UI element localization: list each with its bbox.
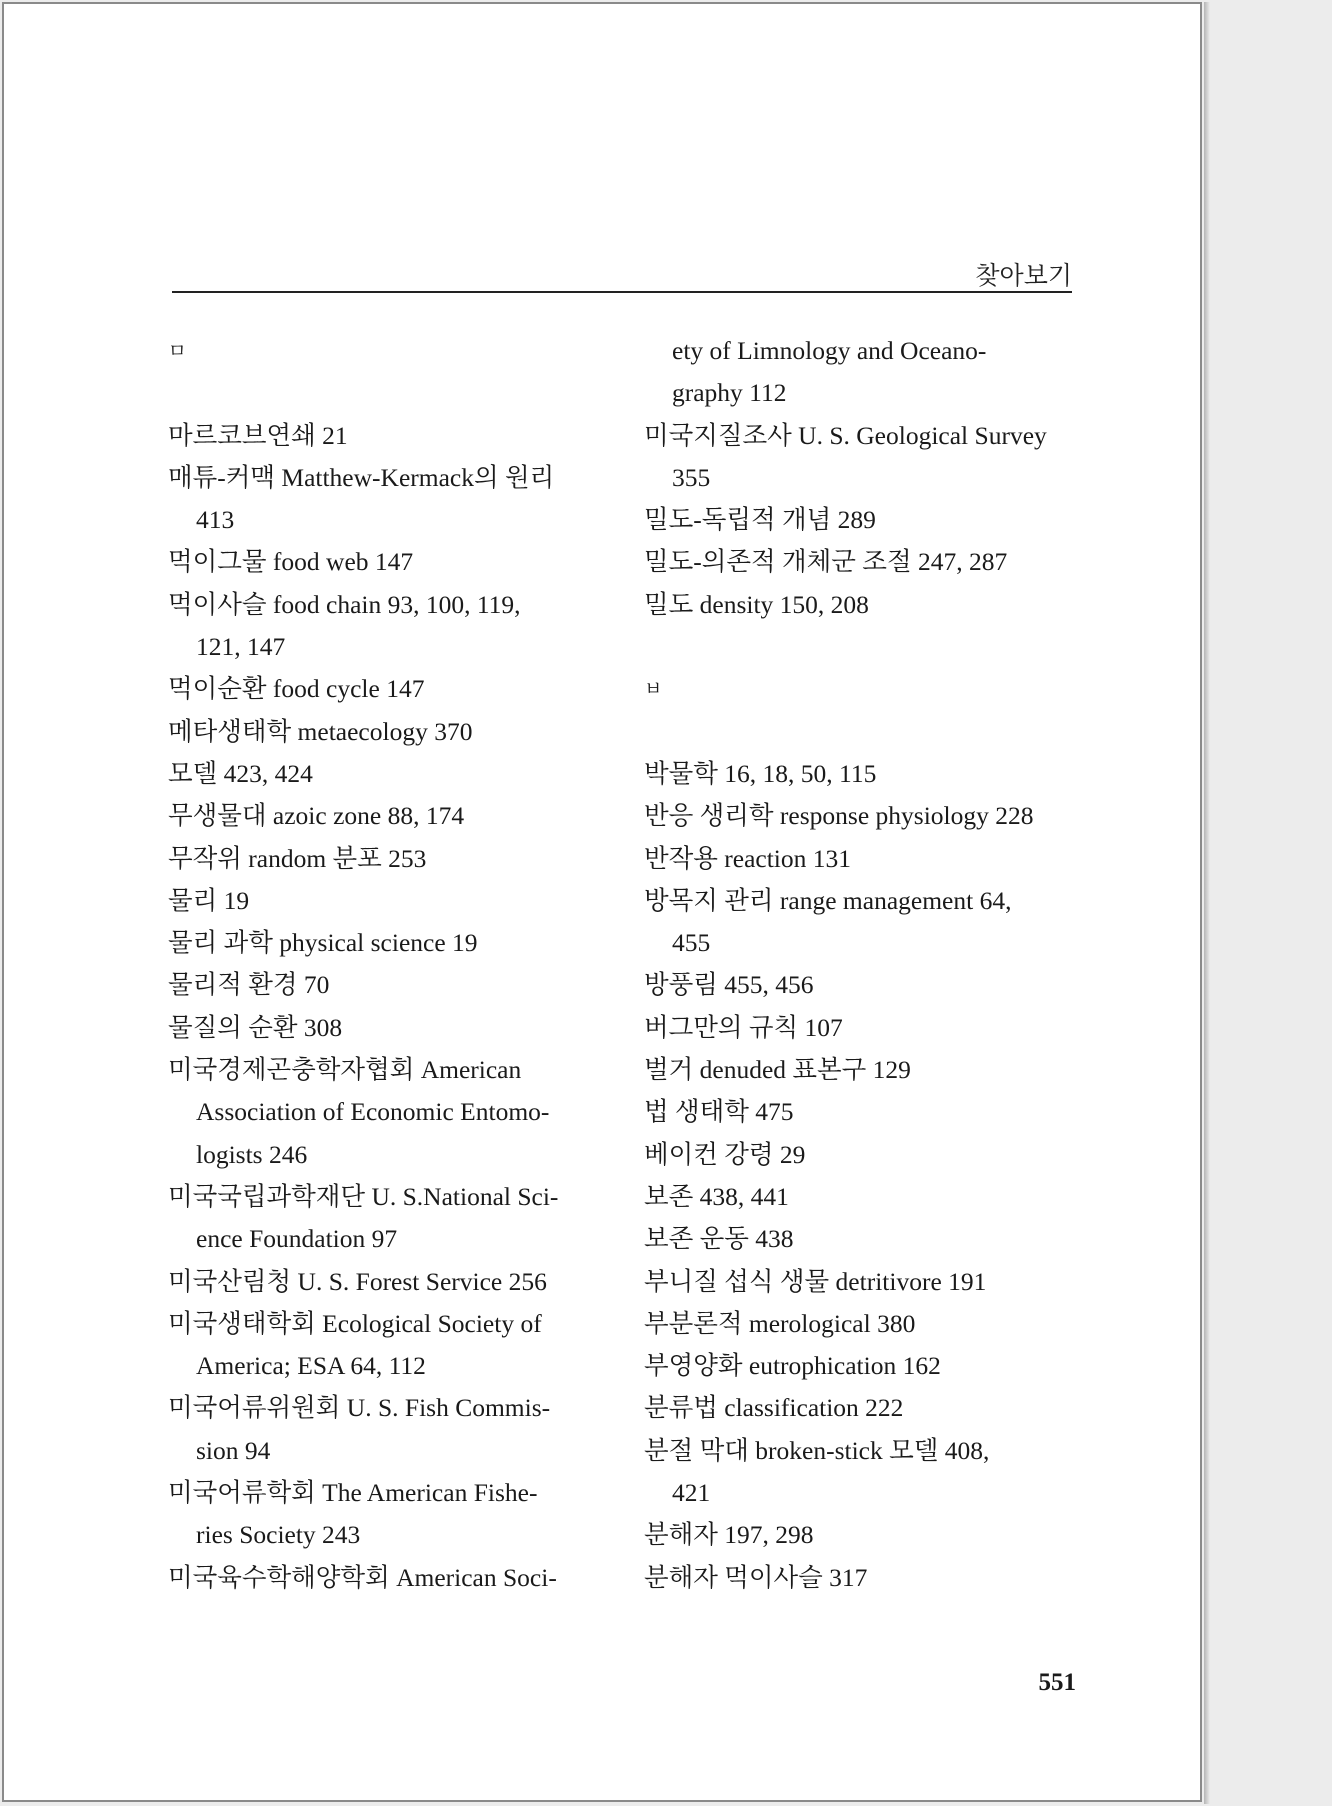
index-entry: 먹이사슬 food chain 93, 100, 119, — [168, 589, 521, 619]
index-entry: 미국육수학해양학회 American Soci- — [168, 1562, 557, 1592]
index-entry: 미국국립과학재단 U. S.National Sci- — [168, 1181, 559, 1211]
page-edge-shadow — [1204, 2, 1210, 1804]
index-entry-continuation: 421 — [672, 1478, 711, 1508]
index-entry: 무생물대 azoic zone 88, 174 — [168, 801, 465, 831]
index-entry-continuation: 413 — [196, 505, 235, 535]
index-entry: 먹이순환 food cycle 147 — [168, 674, 425, 704]
index-entry: 베이컨 강령 29 — [644, 1139, 806, 1169]
index-entry: 벌거 denuded 표본구 129 — [644, 1055, 911, 1085]
running-header-title: 찾아보기 — [975, 261, 1072, 290]
index-entry-continuation: 455 — [672, 928, 711, 958]
index-entry: 미국어류학회 The American Fishe- — [168, 1478, 538, 1508]
index-entry: 분해자 먹이사슬 317 — [644, 1562, 868, 1592]
index-entry: 부영양화 eutrophication 162 — [644, 1351, 941, 1381]
index-entry: 부니질 섭식 생물 detritivore 191 — [644, 1266, 987, 1296]
index-entry-continuation: ety of Limnology and Oceano- — [672, 336, 987, 365]
index-entry: 마르코브연쇄 21 — [168, 420, 348, 450]
index-entry: 반응 생리학 response physiology 228 — [644, 801, 1034, 831]
header-divider — [172, 291, 1072, 293]
blank-spacer — [644, 626, 1074, 668]
index-entry: 밀도-의존적 개체군 조절 247, 287 — [644, 547, 1008, 577]
index-entry: 물리 19 — [168, 885, 250, 915]
index-entry-continuation: sion 94 — [196, 1435, 271, 1465]
index-entry-continuation: ence Foundation 97 — [196, 1224, 398, 1254]
index-entry: 메타생태학 metaecology 370 — [168, 716, 473, 746]
index-entry: 미국경제곤충학자협회 American — [168, 1055, 522, 1085]
index-entry: 물질의 순환 308 — [168, 1012, 343, 1042]
page-number: 551 — [1038, 1669, 1076, 1696]
index-entry: 방목지 관리 range management 64, — [644, 885, 1012, 915]
index-entry: 무작위 random 분포 253 — [168, 843, 427, 873]
blank-spacer — [644, 711, 1074, 753]
index-entry: 분해자 197, 298 — [644, 1520, 814, 1550]
index-entry: 물리 과학 physical science 19 — [168, 928, 478, 958]
index-entry: 먹이그물 food web 147 — [168, 547, 414, 577]
index-entry-continuation: 121, 147 — [196, 632, 286, 662]
index-entry-continuation: America; ESA 64, 112 — [196, 1351, 426, 1381]
index-entry: 미국산림청 U. S. Forest Service 256 — [168, 1266, 547, 1296]
index-entry: 박물학 16, 18, 50, 115 — [644, 758, 877, 788]
index-entry: 보존 438, 441 — [644, 1181, 789, 1211]
index-entry: 모델 423, 424 — [168, 758, 313, 788]
index-entry: 방풍림 455, 456 — [644, 970, 814, 1000]
index-entry-continuation: graphy 112 — [672, 378, 787, 408]
section-letter-heading: ㅂ — [644, 678, 663, 701]
index-column-left — [168, 330, 608, 1599]
index-entry-continuation: ries Society 243 — [196, 1520, 361, 1550]
index-entry: 법 생태학 475 — [644, 1097, 794, 1127]
index-entry: 분류법 classification 222 — [644, 1393, 904, 1423]
index-entry: 분절 막대 broken-stick 모델 408, — [644, 1435, 990, 1465]
index-entry-continuation: Association of Economic Entomo- — [196, 1097, 550, 1127]
index-column-right — [644, 330, 1074, 1599]
book-page — [2, 2, 1202, 1802]
index-entry: 밀도 density 150, 208 — [644, 589, 869, 619]
index-entry: 밀도-독립적 개념 289 — [644, 505, 876, 535]
index-entry: 미국지질조사 U. S. Geological Survey — [644, 420, 1047, 450]
index-entry: 미국어류위원회 U. S. Fish Commis- — [168, 1393, 551, 1423]
index-entry: 매튜-커맥 Matthew-Kermack의 원리 — [168, 462, 555, 492]
index-entry-continuation: 355 — [672, 462, 711, 492]
index-entry: 물리적 환경 70 — [168, 970, 330, 1000]
section-letter-heading: ㅁ — [168, 340, 187, 362]
index-entry: 보존 운동 438 — [644, 1224, 794, 1254]
index-entry-continuation: logists 246 — [196, 1139, 308, 1169]
blank-spacer — [168, 372, 608, 414]
index-entry: 반작용 reaction 131 — [644, 843, 852, 873]
index-entry: 미국생태학회 Ecological Society of — [168, 1308, 542, 1338]
index-entry: 부분론적 merological 380 — [644, 1308, 916, 1338]
index-entry: 버그만의 규칙 107 — [644, 1012, 843, 1042]
